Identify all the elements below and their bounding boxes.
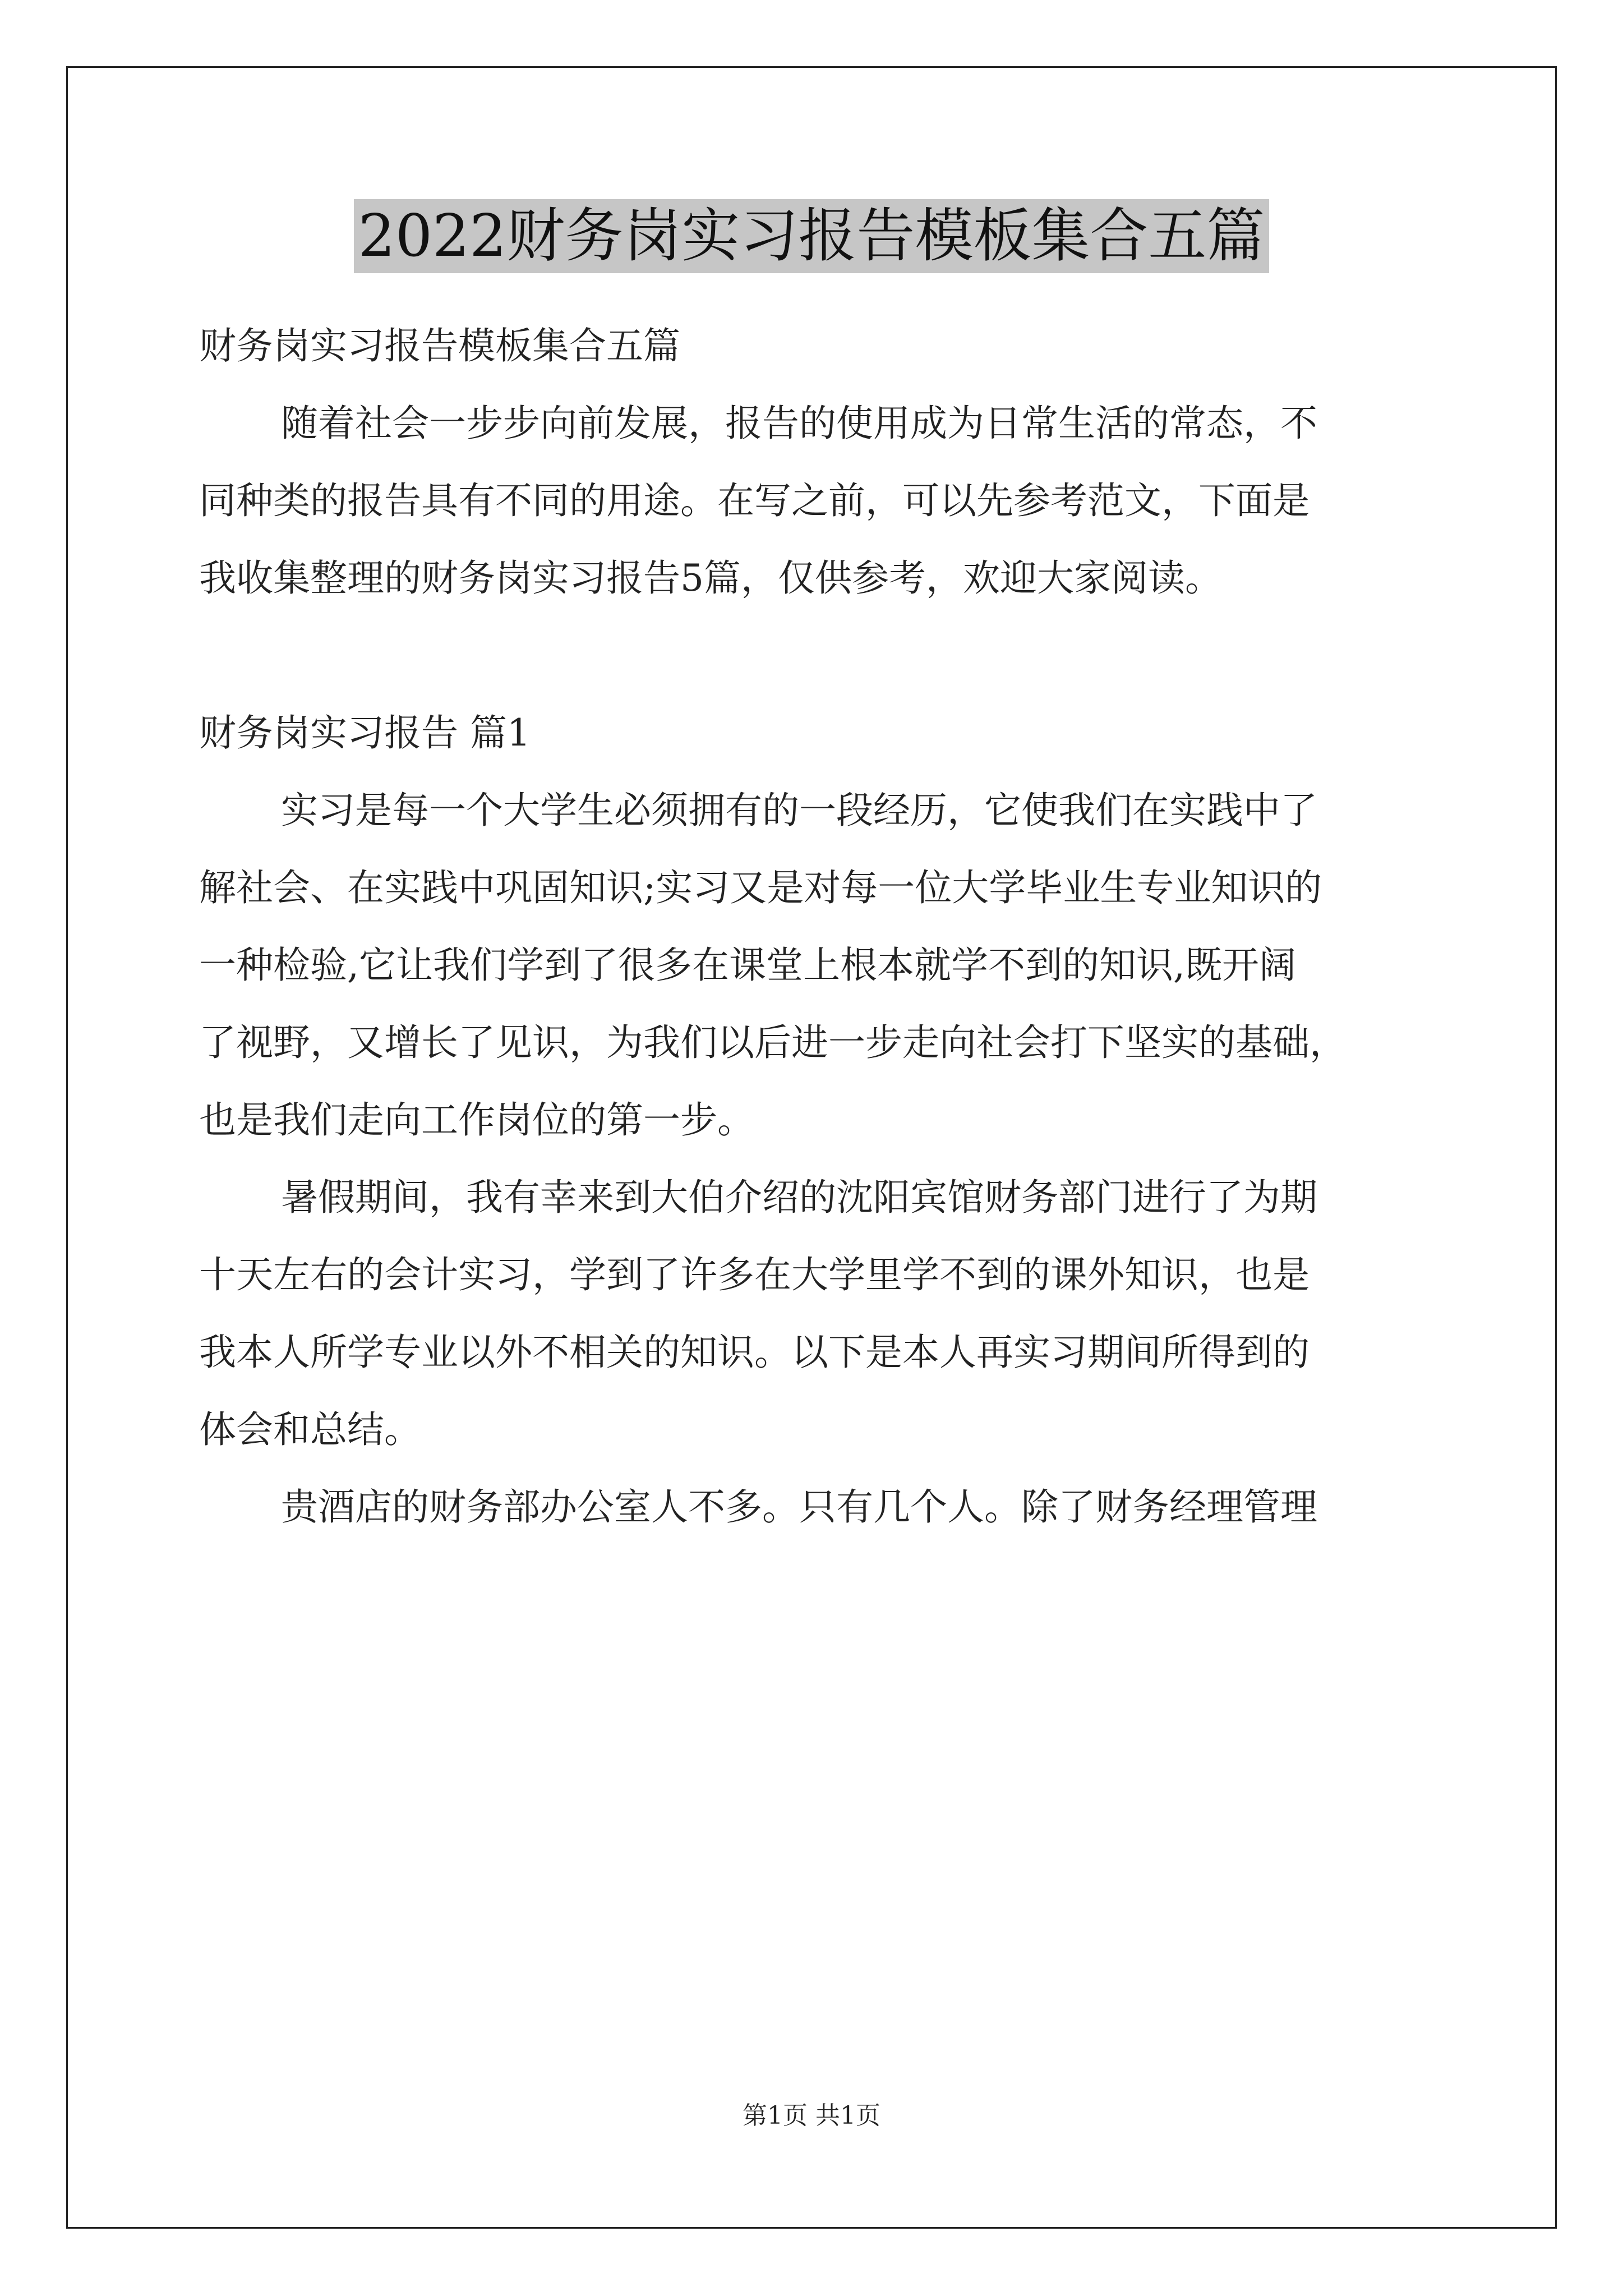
intro-line: 随着社会一步步向前发展，报告的使用成为日常生活的常态，不: [281, 402, 1317, 445]
page-footer: 第1页 共1页: [743, 2101, 880, 2130]
paragraph-line: 实习是每一个大学生必须拥有的一段经历，它使我们在实践中了: [281, 789, 1317, 832]
intro-line: 我收集整理的财务岗实习报告5篇，仅供参考，欢迎大家阅读。: [199, 556, 1222, 600]
section-heading: 财务岗实习报告 篇1: [199, 711, 531, 754]
paragraph-line: 贵酒店的财务部办公室人不多。只有几个人。除了财务经理管理: [281, 1485, 1317, 1529]
paragraph-line: 暑假期间，我有幸来到大伯介绍的沈阳宾馆财务部门进行了为期: [281, 1176, 1317, 1219]
subtitle: 财务岗实习报告模板集合五篇: [199, 324, 680, 367]
paragraph-line: 了视野，又增长了见识，为我们以后进一步走向社会打下坚实的基础，: [199, 1021, 1347, 1064]
paragraph-line: 十天左右的会计实习，学到了许多在大学里学不到的课外知识，也是: [199, 1253, 1310, 1296]
paragraph-line: 也是我们走向工作岗位的第一步。: [199, 1098, 754, 1142]
document-title: 2022财务岗实习报告模板集合五篇: [354, 199, 1270, 273]
intro-line: 同种类的报告具有不同的用途。在写之前，可以先参考范文，下面是: [199, 479, 1310, 522]
title-container: [0, 199, 1623, 273]
blank-line: [199, 617, 1433, 694]
paragraph-line: 一种检验,它让我们学到了很多在课堂上根本就学不到的知识,既开阔: [199, 944, 1296, 987]
document-body: [199, 307, 1433, 1546]
paragraph-line: 解社会、在实践中巩固知识;实习又是对每一位大学毕业生专业知识的: [199, 866, 1322, 909]
paragraph-line: 体会和总结。: [199, 1408, 421, 1451]
paragraph-line: 我本人所学专业以外不相关的知识。以下是本人再实习期间所得到的: [199, 1331, 1310, 1374]
